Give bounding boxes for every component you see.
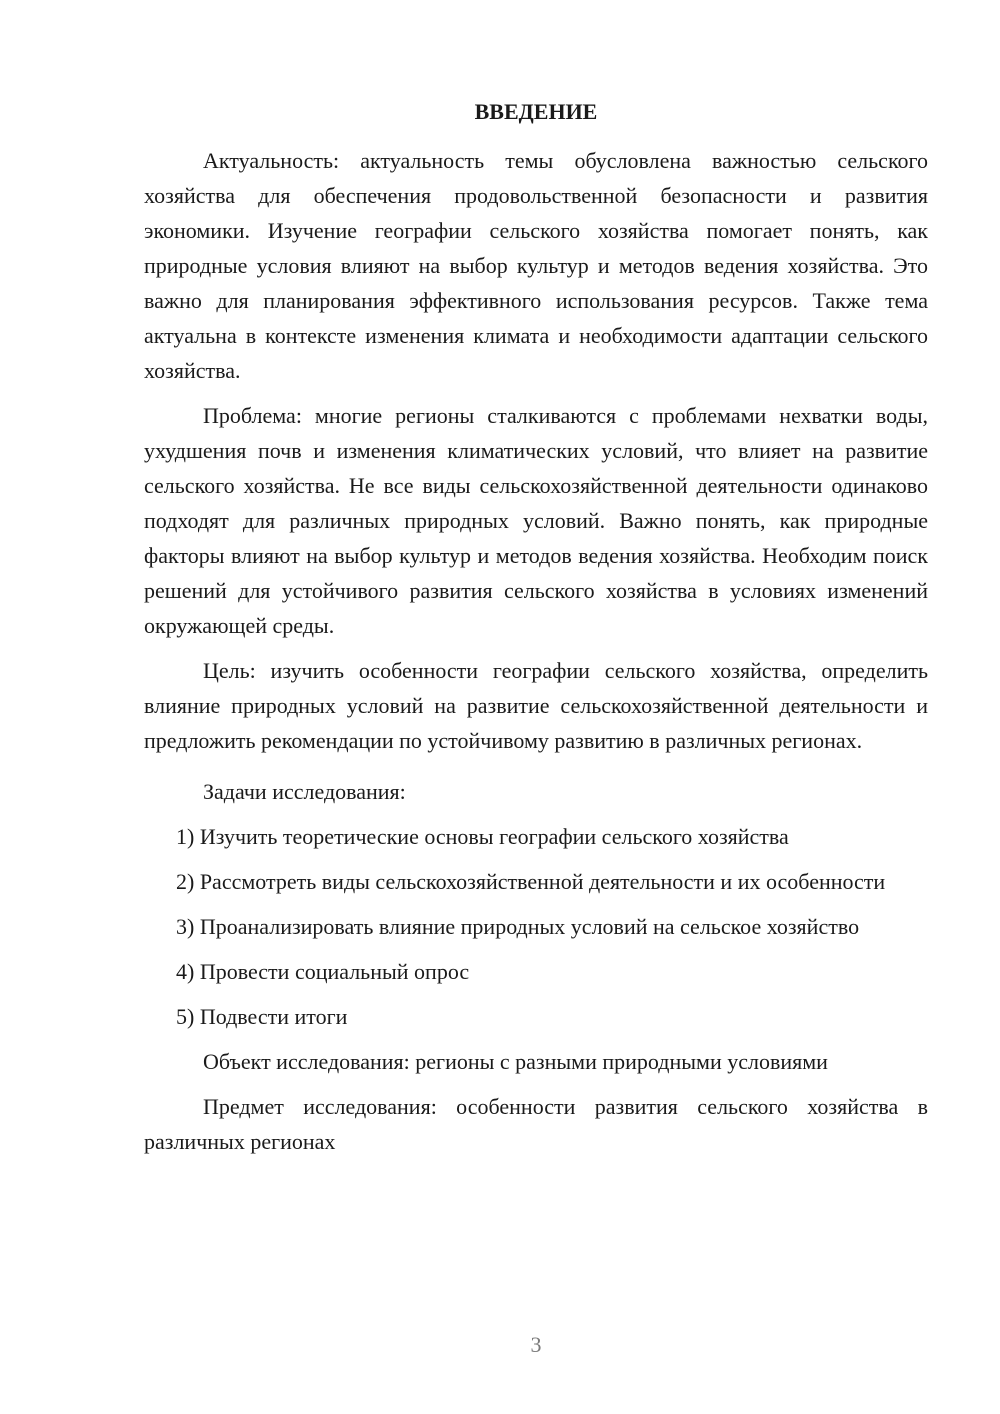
tasks-heading: Задачи исследования: [203,779,406,804]
task-item: 4) Провести социальный опрос [176,959,470,984]
document-body [144,94,928,1169]
paragraph-problem: Проблема: многие регионы сталкиваются с проблемами нехватки воды, ухудшения почв и изменения климатических условий, что влияет на развитие сельского хозяйства. Не все виды сельскохозяйственной деятельности одинаково подходят для различных природных условий. Важно понять, как природные факторы влияют на выбор культур и методов ведения хозяйства. Необходим поиск решений для устойчивого развития сельского хозяйства в условиях изменений окружающей среды. [144,403,928,638]
task-item: 5) Подвести итоги [176,1004,348,1029]
task-item: 1) Изучить теоретические основы географии сельского хозяйства [176,824,789,849]
page-number: 3 [530,1332,542,1357]
research-object: Объект исследования: регионы с разными природными условиями [203,1049,828,1074]
section-title: ВВЕДЕНИЕ [474,99,598,124]
paragraph-goal: Цель: изучить особенности географии сельского хозяйства, определить влияние природных условий на развитие сельскохозяйственной деятельности и предложить рекомендации по устойчивому развитию в различных регионах. [144,658,928,753]
task-item: 3) Проанализировать влияние природных условий на сельское хозяйство [176,914,860,939]
paragraph-relevance: Актуальность: актуальность темы обусловлена важностью сельского хозяйства для обеспечения продовольственной безопасности и развития экономики. Изучение географии сельского хозяйства помогает понять, как природные условия влияют на выбор культур и методов ведения хозяйства. Это важно для планирования эффективного использования ресурсов. Также тема актуальна в контексте изменения климата и необходимости адаптации сельского хозяйства. [144,148,928,383]
research-subject: Предмет исследования: особенности развития сельского хозяйства в различных регионах [144,1094,928,1154]
task-item: 2) Рассмотреть виды сельскохозяйственной деятельности и их особенности [176,869,886,894]
